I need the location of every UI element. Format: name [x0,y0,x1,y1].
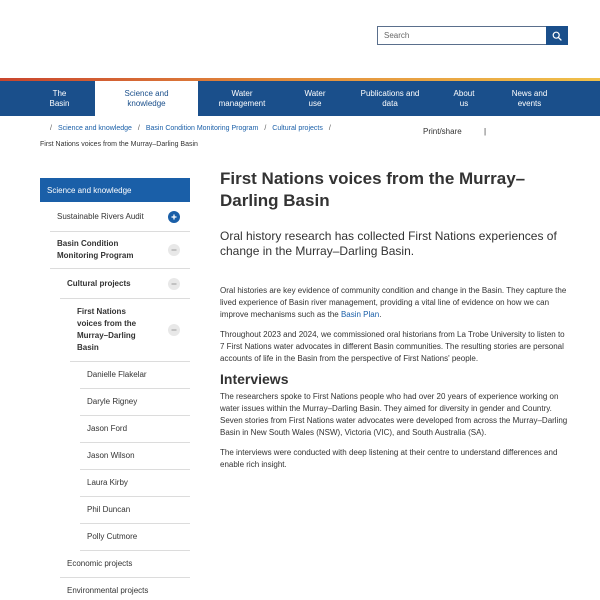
section-heading-interviews: Interviews [220,371,289,387]
sidebar-item-jason-ford[interactable] [80,416,190,443]
sidebar-item-daryle-rigney[interactable] [80,389,190,416]
sidebar-item-economic-projects[interactable] [60,551,190,578]
print-share-button[interactable]: Print/share [423,127,462,136]
search-button[interactable] [546,26,568,45]
nav-label-line: events [517,98,542,108]
sidebar-item-label: Basin Condition Monitoring Program [57,239,134,260]
collapse-toggle[interactable] [168,324,180,336]
breadcrumb-separator: / [137,125,140,132]
sidebar-heading[interactable]: Science and knowledge [40,178,190,202]
breadcrumb-separator: / [50,125,52,132]
basin-plan-link[interactable]: Basin Plan [340,310,380,319]
nav-label-line: Publications and [360,88,420,98]
breadcrumb-link[interactable]: Cultural projects [272,125,323,132]
nav-item-about-us[interactable] [436,81,492,116]
main-content [220,168,570,471]
nav-item-news-and-events[interactable] [492,81,567,116]
nav-label-line: use [308,98,322,108]
minus-icon [170,280,178,288]
nav-item-the-basin[interactable] [0,81,95,116]
collapse-toggle[interactable] [168,244,180,256]
nav-label-line: The [52,88,67,98]
main-nav [0,81,600,116]
collapse-toggle[interactable] [168,278,180,290]
sidebar-item-label: First Nations voices from the Murray–Darling Basin [77,307,137,352]
nav-label-line: Basin [49,98,70,108]
sidebar-item-first-nations-voices[interactable] [70,299,190,362]
site-header [0,0,600,80]
breadcrumb-separator: / [328,125,331,132]
breadcrumb [50,125,331,132]
body-paragraph: Throughout 2023 and 2024, we commissioned oral historians from La Trobe University to listen to 7 First Nations water advocates in different Basin communities. The resulting stories are personal accounts of life in the Basin from the perspective of First Nations' people. [220,330,565,363]
sidebar-item-label: Jason Wilson [87,451,135,460]
sidebar-item-laura-kirby[interactable] [80,470,190,497]
nav-label-line: Water [231,88,253,98]
body-paragraph: The researchers spoke to First Nations people who had over 20 years of experience working on water issues within the Murray–Darling Basin. They aimed for diversity in gender and Country. Seven stories from First Nations water advocates were developed from across the Murray–Darling Basin in New South Wales (NSW), Victoria (VIC), and South Australia (SA). [220,392,568,437]
sidebar-item-cultural-projects[interactable] [60,269,190,299]
nav-item-water-management[interactable] [198,81,286,116]
expand-toggle[interactable] [168,211,180,223]
breadcrumb-current: First Nations voices from the Murray–Darling Basin [40,141,198,148]
search-input[interactable] [377,26,546,45]
minus-icon [170,246,178,254]
sidebar-nav [40,178,190,600]
nav-label-line: About [453,88,475,98]
breadcrumb-link[interactable]: Basin Condition Monitoring Program [145,125,259,132]
search-icon [552,31,562,41]
nav-label-line: us [459,98,469,108]
nav-item-science-and-knowledge[interactable] [95,81,198,116]
sidebar-item-label: Cultural projects [67,278,131,288]
sidebar-item-label: Daryle Rigney [87,397,138,406]
breadcrumb-separator: / [264,125,267,132]
plus-icon [170,213,178,221]
sidebar-item-label: Polly Cutmore [87,532,138,541]
sidebar-item-phil-duncan[interactable] [80,497,190,524]
lead-paragraph: Oral history research has collected First Nations experiences of change in the Murray–Darling Basin. [220,229,557,258]
sidebar-item-label: Sustainable Rivers Audit [57,211,144,221]
tools-divider: | [484,127,487,136]
sidebar-item-polly-cutmore[interactable] [80,524,190,551]
nav-item-publications-and-data[interactable] [344,81,436,116]
body-paragraph [220,285,570,321]
sidebar-item-label: Danielle Flakelar [87,370,147,379]
nav-label-line: News and [511,88,548,98]
search-bar [377,26,568,45]
nav-item-water-use[interactable] [286,81,344,116]
nav-label-line: management [218,98,266,108]
nav-label-line: data [382,98,398,108]
nav-label-line: Water [304,88,326,98]
sidebar-item-label: Economic projects [67,559,133,568]
sidebar-item-basin-condition-monitoring[interactable] [50,232,190,269]
page-title: First Nations voices from the Murray–Darling Basin [220,169,526,210]
sidebar-item-environmental-projects[interactable] [60,578,190,600]
minus-icon [170,326,178,334]
sidebar-item-label: Environmental projects [67,586,149,595]
nav-label-line: Science and [124,88,169,98]
sidebar-item-label: Jason Ford [87,424,128,433]
body-paragraph: The interviews were conducted with deep listening at their centre to understand differences and enable rich insight. [220,448,558,469]
breadcrumb-link[interactable]: Science and knowledge [57,125,132,132]
sidebar-item-sustainable-rivers-audit[interactable] [50,202,190,232]
paragraph-text: Oral histories are key evidence of community condition and change in the Basin. They capture the lived experience of Basin river management, providing a vital line of evidence on how we can improve mechanisms such as the [220,286,567,319]
sidebar-item-label: Phil Duncan [87,505,131,514]
nav-label-line: knowledge [127,98,166,108]
sidebar-item-label: Laura Kirby [87,478,128,487]
sidebar-item-danielle-flakelar[interactable] [80,362,190,389]
paragraph-text: . [379,310,382,319]
sidebar-item-jason-wilson[interactable] [80,443,190,470]
